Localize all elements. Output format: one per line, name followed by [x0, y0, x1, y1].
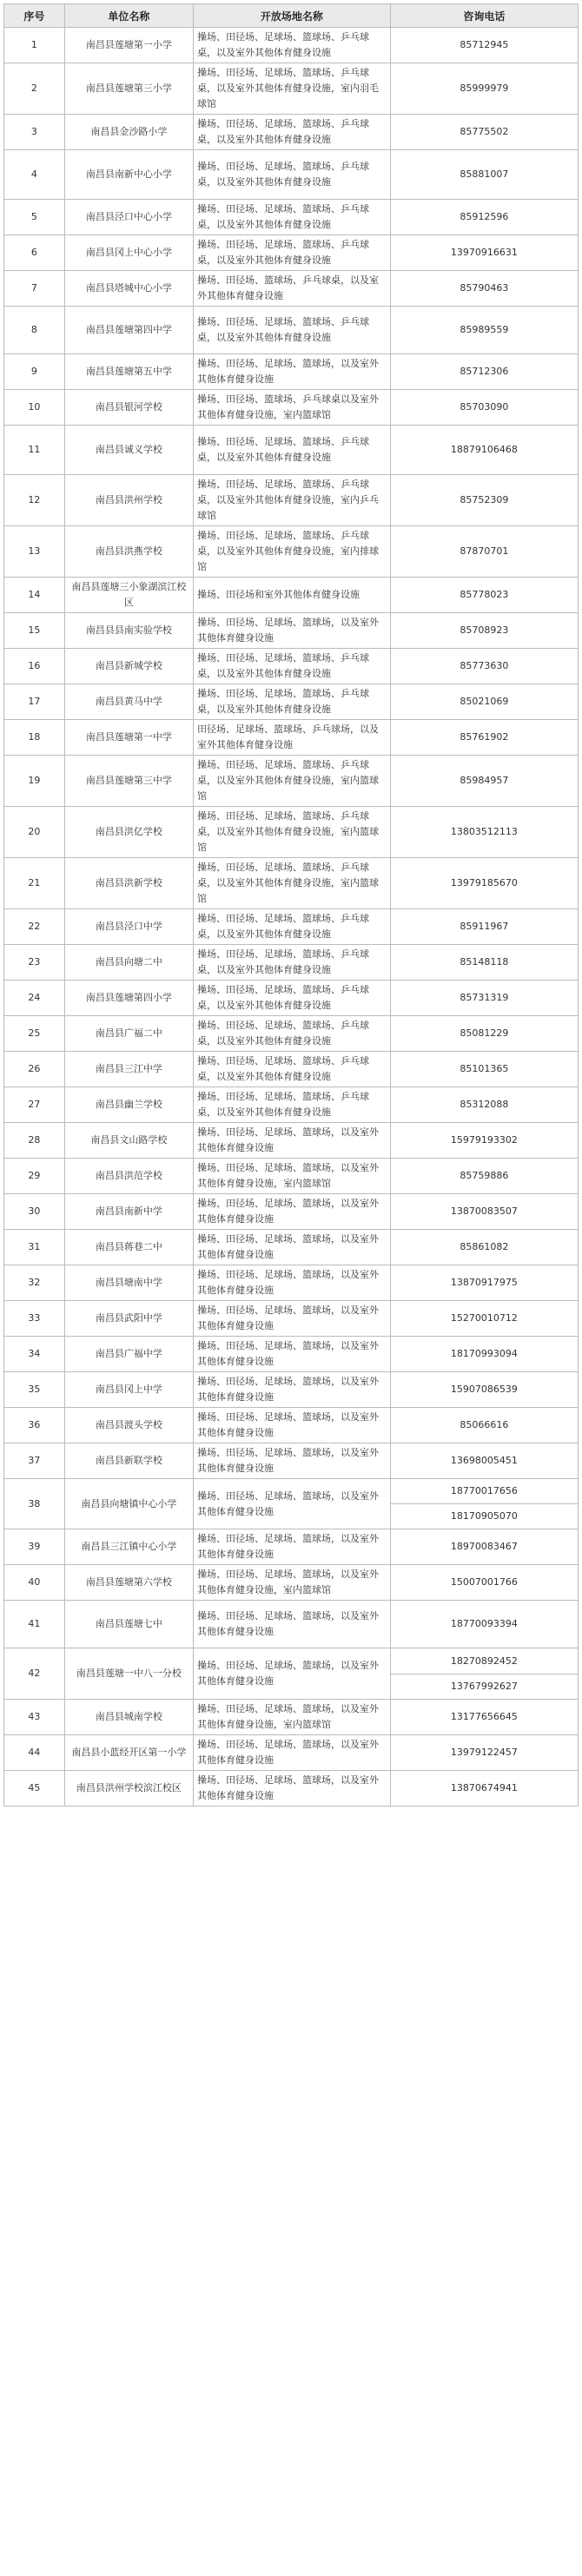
unit-name: 南昌县广福二中 [64, 1016, 193, 1052]
facilities: 操场、田径场、足球场、篮球场，以及室外其他体育健身设施 [193, 1123, 390, 1159]
facilities: 操场、田径场、足球场、篮球场，以及室外其他体育健身设施 [193, 1529, 390, 1565]
phone-number: 85703090 [460, 401, 509, 413]
unit-name: 南昌县莲塘第四小学 [64, 981, 193, 1016]
phone-cell [390, 1372, 578, 1408]
phone-number: 13979185670 [450, 877, 518, 888]
facilities: 操场、田径场、足球场、篮球场、乒乓球桌，以及室外其他体育健身设施，室内篮球馆 [193, 858, 390, 909]
unit-name: 南昌县向塘二中 [64, 945, 193, 981]
header-unit-name: 单位名称 [64, 4, 193, 28]
facilities: 操场、田径场、足球场、篮球场、乒乓球桌，以及室外其他体育健身设施 [193, 945, 390, 981]
phone-number: 15007001766 [450, 1576, 518, 1588]
venue-table [3, 3, 579, 1807]
phone-cell [390, 1337, 578, 1372]
table-row [4, 235, 579, 271]
table-row [4, 1771, 579, 1807]
phone-number: 85778023 [460, 589, 509, 600]
table-row [4, 150, 579, 200]
facilities: 操场、田径场、篮球场、乒乓球桌，以及室外其他体育健身设施 [193, 271, 390, 307]
unit-name: 南昌县洪范学校 [64, 1159, 193, 1194]
phone-number: 18170905070 [391, 1503, 578, 1529]
row-number: 11 [4, 426, 65, 475]
phone-number: 13870917975 [450, 1277, 518, 1288]
phone-number: 85790463 [460, 282, 509, 294]
row-number: 18 [4, 720, 65, 756]
table-row [4, 1123, 579, 1159]
phone-number: 85773630 [460, 660, 509, 671]
table-row [4, 115, 579, 150]
row-number: 35 [4, 1372, 65, 1408]
phone-cell [390, 426, 578, 475]
table-row [4, 475, 579, 526]
table-row [4, 28, 579, 63]
phone-number: 85761902 [460, 731, 509, 743]
facilities: 操场、田径场、足球场、篮球场、乒乓球桌，以及室外其他体育健身设施 [193, 115, 390, 150]
phone-number: 85081229 [460, 1027, 509, 1039]
facilities: 操场、田径场、足球场、篮球场，以及室外其他体育健身设施 [193, 1479, 390, 1529]
table-row [4, 1337, 579, 1372]
phone-number: 85021069 [460, 696, 509, 707]
facilities: 操场、田径场、足球场、篮球场，以及室外其他体育健身设施 [193, 1265, 390, 1301]
table-row [4, 526, 579, 578]
phone-number: 85912596 [460, 211, 509, 222]
unit-name: 南昌县城南学校 [64, 1700, 193, 1735]
table-body [4, 28, 579, 1807]
table-row [4, 1194, 579, 1230]
unit-name: 南昌县莲塘第三小学 [64, 63, 193, 115]
phone-number: 85775502 [460, 126, 509, 137]
facilities: 田径场、足球场、篮球场、乒乓球场，以及室外其他体育健身设施 [193, 720, 390, 756]
row-number: 19 [4, 756, 65, 807]
phone-number: 85148118 [460, 956, 509, 968]
facilities: 操场、田径场、足球场、篮球场、乒乓球桌，以及室外其他体育健身设施 [193, 649, 390, 684]
table-row [4, 613, 579, 649]
phone-number: 85861082 [460, 1241, 509, 1252]
row-number: 28 [4, 1123, 65, 1159]
phone-number: 85989559 [460, 324, 509, 335]
facilities: 操场、田径场、足球场、篮球场，以及室外其他体育健身设施 [193, 1337, 390, 1372]
facilities: 操场、田径场、篮球场、乒乓球桌以及室外其他体育健身设施，室内篮球馆 [193, 390, 390, 426]
phone-cell [390, 200, 578, 235]
unit-name: 南昌县武阳中学 [64, 1301, 193, 1337]
unit-name: 南昌县向塘镇中心小学 [64, 1479, 193, 1529]
table-row [4, 390, 579, 426]
table-row [4, 807, 579, 858]
row-number: 25 [4, 1016, 65, 1052]
row-number: 10 [4, 390, 65, 426]
table-row [4, 1735, 579, 1771]
phone-number: 13970916631 [450, 247, 518, 258]
table-row [4, 354, 579, 390]
facilities: 操场、田径场、足球场、篮球场、乒乓球桌，以及室外其他体育健身设施 [193, 235, 390, 271]
row-number: 30 [4, 1194, 65, 1230]
row-number: 23 [4, 945, 65, 981]
unit-name: 南昌县冈上中心小学 [64, 235, 193, 271]
unit-name: 南昌县莲塘七中 [64, 1601, 193, 1648]
unit-name: 南昌县莲塘第一小学 [64, 28, 193, 63]
unit-name: 南昌县新城学校 [64, 649, 193, 684]
table-row [4, 1529, 579, 1565]
row-number: 42 [4, 1648, 65, 1700]
row-number: 39 [4, 1529, 65, 1565]
row-number: 9 [4, 354, 65, 390]
row-number: 21 [4, 858, 65, 909]
unit-name: 南昌县金沙路小学 [64, 115, 193, 150]
unit-name: 南昌县黄马中学 [64, 684, 193, 720]
phone-number: 85731319 [460, 992, 509, 1003]
table-row [4, 981, 579, 1016]
phone-cell [390, 271, 578, 307]
phone-cell [390, 1735, 578, 1771]
unit-name: 南昌县洪亿学校 [64, 807, 193, 858]
row-number: 3 [4, 115, 65, 150]
unit-name: 南昌县洪燕学校 [64, 526, 193, 578]
facilities: 操场、田径场、足球场、篮球场，以及室外其他体育健身设施，室内篮球馆 [193, 1565, 390, 1601]
facilities: 操场、田径场、足球场、篮球场、乒乓球桌，以及室外其他体育健身设施 [193, 1087, 390, 1123]
phone-cell [390, 858, 578, 909]
phone-cell [390, 1301, 578, 1337]
table-row [4, 1052, 579, 1087]
row-number: 1 [4, 28, 65, 63]
table-row [4, 1443, 579, 1479]
row-number: 32 [4, 1265, 65, 1301]
unit-name: 南昌县莲塘第六学校 [64, 1565, 193, 1601]
facilities: 操场、田径场、足球场、篮球场，以及室外其他体育健身设施 [193, 1735, 390, 1771]
phone-number: 13979122457 [450, 1747, 518, 1758]
row-number: 14 [4, 578, 65, 613]
facilities: 操场、田径场、足球场、篮球场，以及室外其他体育健身设施 [193, 1601, 390, 1648]
facilities: 操场、田径场、足球场、篮球场，以及室外其他体育健身设施 [193, 1194, 390, 1230]
unit-name: 南昌县文山路学校 [64, 1123, 193, 1159]
unit-name: 南昌县广福中学 [64, 1337, 193, 1372]
unit-name: 南昌县蒋巷二中 [64, 1230, 193, 1265]
table-row [4, 1230, 579, 1265]
facilities: 操场、田径场、足球场、篮球场，以及室外其他体育健身设施 [193, 1230, 390, 1265]
row-number: 43 [4, 1700, 65, 1735]
phone-cell [390, 115, 578, 150]
row-number: 13 [4, 526, 65, 578]
phone-cell [390, 981, 578, 1016]
phone-number: 18879106468 [450, 444, 518, 455]
phone-cell [390, 63, 578, 115]
table-row [4, 1700, 579, 1735]
phone-cell [390, 1601, 578, 1648]
unit-name: 南昌县泾口中心小学 [64, 200, 193, 235]
unit-name: 南昌县莲塘三小象湖滨江校区 [64, 578, 193, 613]
unit-name: 南昌县冈上中学 [64, 1372, 193, 1408]
facilities: 操场、田径场、足球场、篮球场、乒乓球桌，以及室外其他体育健身设施，室内篮球馆 [193, 807, 390, 858]
row-number: 45 [4, 1771, 65, 1807]
phone-cell [390, 390, 578, 426]
phone-number: 15979193302 [450, 1134, 518, 1146]
facilities: 操场、田径场、足球场、篮球场、乒乓球桌，以及室外其他体育健身设施，室内乒乓球馆 [193, 475, 390, 526]
phone-number: 85066616 [460, 1419, 509, 1430]
facilities: 操场、田径场、足球场、篮球场，以及室外其他体育健身设施 [193, 1648, 390, 1700]
phone-number: 15270010712 [450, 1312, 518, 1324]
table-row [4, 271, 579, 307]
unit-name: 南昌县三江中学 [64, 1052, 193, 1087]
row-number: 24 [4, 981, 65, 1016]
unit-name: 南昌县洪州学校滨江校区 [64, 1771, 193, 1807]
unit-name: 南昌县莲塘第五中学 [64, 354, 193, 390]
table-row [4, 756, 579, 807]
row-number: 33 [4, 1301, 65, 1337]
row-number: 17 [4, 684, 65, 720]
unit-name: 南昌县莲塘第一中学 [64, 720, 193, 756]
facilities: 操场、田径场、足球场、篮球场，以及室外其他体育健身设施 [193, 1372, 390, 1408]
unit-name: 南昌县诚义学校 [64, 426, 193, 475]
phone-number: 85999979 [460, 83, 509, 94]
table-row [4, 1479, 579, 1529]
phone-cell [390, 756, 578, 807]
table-row [4, 1265, 579, 1301]
phone-number: 15907086539 [450, 1384, 518, 1395]
unit-name: 南昌县泾口中学 [64, 909, 193, 945]
facilities: 操场、田径场、足球场、篮球场，以及室外其他体育健身设施 [193, 1301, 390, 1337]
header-phone: 咨询电话 [390, 4, 578, 28]
table-row [4, 200, 579, 235]
row-number: 8 [4, 307, 65, 354]
phone-cell [390, 1529, 578, 1565]
row-number: 12 [4, 475, 65, 526]
facilities: 操场、田径场、足球场、篮球场，以及室外其他体育健身设施，室内篮球馆 [193, 1159, 390, 1194]
table-row [4, 1565, 579, 1601]
phone-cell [390, 684, 578, 720]
row-number: 22 [4, 909, 65, 945]
row-number: 34 [4, 1337, 65, 1372]
table-row [4, 649, 579, 684]
phone-cell [390, 1443, 578, 1479]
facilities: 操场、田径场、足球场、篮球场、乒乓球桌，以及室外其他体育健身设施 [193, 426, 390, 475]
facilities: 操场、田径场、足球场、篮球场，以及室外其他体育健身设施 [193, 354, 390, 390]
phone-number: 87870701 [460, 545, 509, 557]
phone-cell [390, 613, 578, 649]
row-number: 20 [4, 807, 65, 858]
phone-cell [390, 1123, 578, 1159]
facilities: 操场、田径场、足球场、篮球场、乒乓球桌，以及室外其他体育健身设施 [193, 684, 390, 720]
unit-name: 南昌县莲塘第三中学 [64, 756, 193, 807]
row-number: 44 [4, 1735, 65, 1771]
row-number: 41 [4, 1601, 65, 1648]
table-row [4, 1159, 579, 1194]
phone-cell [390, 1052, 578, 1087]
table-row [4, 1601, 579, 1648]
table-row [4, 307, 579, 354]
phone-cell [390, 1408, 578, 1443]
phone-number: 13177656645 [450, 1711, 518, 1722]
table-row [4, 63, 579, 115]
phone-number: 85312088 [460, 1099, 509, 1110]
header-no: 序号 [4, 4, 65, 28]
facilities: 操场、田径场、足球场、篮球场，以及室外其他体育健身设施 [193, 613, 390, 649]
phone-number: 85712945 [460, 39, 509, 50]
phone-cell [390, 354, 578, 390]
row-number: 2 [4, 63, 65, 115]
phone-cell [390, 807, 578, 858]
table-row [4, 1301, 579, 1337]
phone-cell [390, 649, 578, 684]
facilities: 操场、田径场、足球场、篮球场、乒乓球桌，以及室外其他体育健身设施，室内羽毛球馆 [193, 63, 390, 115]
facilities: 操场、田径场、足球场、篮球场、乒乓球桌，以及室外其他体育健身设施 [193, 28, 390, 63]
phone-cell [390, 1565, 578, 1601]
facilities: 操场、田径场、足球场、篮球场，以及室外其他体育健身设施 [193, 1443, 390, 1479]
phone-number: 85712306 [460, 366, 509, 377]
phone-cell [390, 1194, 578, 1230]
table-row [4, 1408, 579, 1443]
table-row [4, 578, 579, 613]
table-row [4, 1648, 579, 1700]
table-header-row [4, 4, 579, 28]
phone-cell [390, 307, 578, 354]
unit-name: 南昌县幽兰学校 [64, 1087, 193, 1123]
phone-number: 18970083467 [450, 1541, 518, 1552]
facilities: 操场、田径场、足球场、篮球场、乒乓球桌，以及室外其他体育健身设施 [193, 1052, 390, 1087]
phone-number: 85911967 [460, 921, 509, 932]
unit-name: 南昌县南新中心小学 [64, 150, 193, 200]
facilities: 操场、田径场、足球场、篮球场，以及室外其他体育健身设施 [193, 1771, 390, 1807]
phone-cell [390, 28, 578, 63]
row-number: 38 [4, 1479, 65, 1529]
phone-cell [390, 526, 578, 578]
unit-name: 南昌县洪州学校 [64, 475, 193, 526]
row-number: 37 [4, 1443, 65, 1479]
table-row [4, 1087, 579, 1123]
facilities: 操场、田径场、足球场、篮球场、乒乓球桌，以及室外其他体育健身设施 [193, 307, 390, 354]
phone-number: 85881007 [460, 168, 509, 180]
phone-number: 85708923 [460, 624, 509, 636]
phone-number: 18170993094 [450, 1348, 518, 1359]
phone-cell [390, 1159, 578, 1194]
phone-number: 13870083507 [450, 1205, 518, 1217]
phone-cell [390, 475, 578, 526]
phone-cell [390, 1700, 578, 1735]
unit-name: 南昌县塔城中心小学 [64, 271, 193, 307]
facilities: 操场、田径场、足球场、篮球场、乒乓球桌，以及室外其他体育健身设施，室内篮球馆 [193, 756, 390, 807]
unit-name: 南昌县洪新学校 [64, 858, 193, 909]
phone-number: 13803512113 [450, 826, 518, 837]
phone-cell [390, 1648, 578, 1700]
table-row [4, 720, 579, 756]
phone-number: 18270892452 [450, 1655, 518, 1667]
phone-number: 13698005451 [450, 1455, 518, 1466]
phone-number: 18770017656 [450, 1485, 518, 1496]
unit-name: 南昌县莲塘第四中学 [64, 307, 193, 354]
phone-cell [390, 578, 578, 613]
phone-cell [390, 150, 578, 200]
phone-cell [390, 720, 578, 756]
phone-cell [390, 909, 578, 945]
phone-number: 13870674941 [450, 1782, 518, 1793]
row-number: 26 [4, 1052, 65, 1087]
facilities: 操场、田径场、足球场、篮球场，以及室外其他体育健身设施，室内篮球馆 [193, 1700, 390, 1735]
facilities: 操场、田径场、足球场、篮球场、乒乓球桌，以及室外其他体育健身设施 [193, 981, 390, 1016]
unit-name: 南昌县新联学校 [64, 1443, 193, 1479]
unit-name: 南昌县县南实验学校 [64, 613, 193, 649]
unit-name: 南昌县渡头学校 [64, 1408, 193, 1443]
row-number: 5 [4, 200, 65, 235]
phone-cell [390, 235, 578, 271]
phone-cell [390, 1265, 578, 1301]
phone-cell [390, 1087, 578, 1123]
facilities: 操场、田径场、足球场、篮球场，以及室外其他体育健身设施 [193, 1408, 390, 1443]
row-number: 29 [4, 1159, 65, 1194]
table-row [4, 1016, 579, 1052]
row-number: 4 [4, 150, 65, 200]
row-number: 7 [4, 271, 65, 307]
row-number: 6 [4, 235, 65, 271]
row-number: 31 [4, 1230, 65, 1265]
row-number: 16 [4, 649, 65, 684]
phone-number: 85759886 [460, 1170, 509, 1181]
unit-name: 南昌县三江镇中心小学 [64, 1529, 193, 1565]
table-row [4, 858, 579, 909]
phone-cell [390, 1230, 578, 1265]
table-row [4, 909, 579, 945]
unit-name: 南昌县莲塘一中八一分校 [64, 1648, 193, 1700]
phone-number: 18770093394 [450, 1618, 518, 1629]
row-number: 15 [4, 613, 65, 649]
row-number: 27 [4, 1087, 65, 1123]
unit-name: 南昌县南新中学 [64, 1194, 193, 1230]
row-number: 40 [4, 1565, 65, 1601]
phone-number: 13767992627 [391, 1674, 578, 1699]
facilities: 操场、田径场、足球场、篮球场、乒乓球桌，以及室外其他体育健身设施，室内排球馆 [193, 526, 390, 578]
phone-cell [390, 1016, 578, 1052]
phone-cell [390, 945, 578, 981]
phone-number: 85752309 [460, 494, 509, 505]
phone-number: 85101365 [460, 1063, 509, 1074]
facilities: 操场、田径场、足球场、篮球场、乒乓球桌，以及室外其他体育健身设施 [193, 909, 390, 945]
phone-number: 85984957 [460, 775, 509, 786]
phone-cell [390, 1479, 578, 1529]
table-row [4, 684, 579, 720]
table-row [4, 426, 579, 475]
header-facilities: 开放场地名称 [193, 4, 390, 28]
unit-name: 南昌县塘南中学 [64, 1265, 193, 1301]
table-row [4, 945, 579, 981]
facilities: 操场、田径场、足球场、篮球场、乒乓球桌，以及室外其他体育健身设施 [193, 200, 390, 235]
facilities: 操场、田径场、足球场、篮球场、乒乓球桌，以及室外其他体育健身设施 [193, 1016, 390, 1052]
unit-name: 南昌县小蓝经开区第一小学 [64, 1735, 193, 1771]
table-row [4, 1372, 579, 1408]
facilities: 操场、田径场和室外其他体育健身设施 [193, 578, 390, 613]
phone-cell [390, 1771, 578, 1807]
row-number: 36 [4, 1408, 65, 1443]
facilities: 操场、田径场、足球场、篮球场、乒乓球桌，以及室外其他体育健身设施 [193, 150, 390, 200]
unit-name: 南昌县银河学校 [64, 390, 193, 426]
